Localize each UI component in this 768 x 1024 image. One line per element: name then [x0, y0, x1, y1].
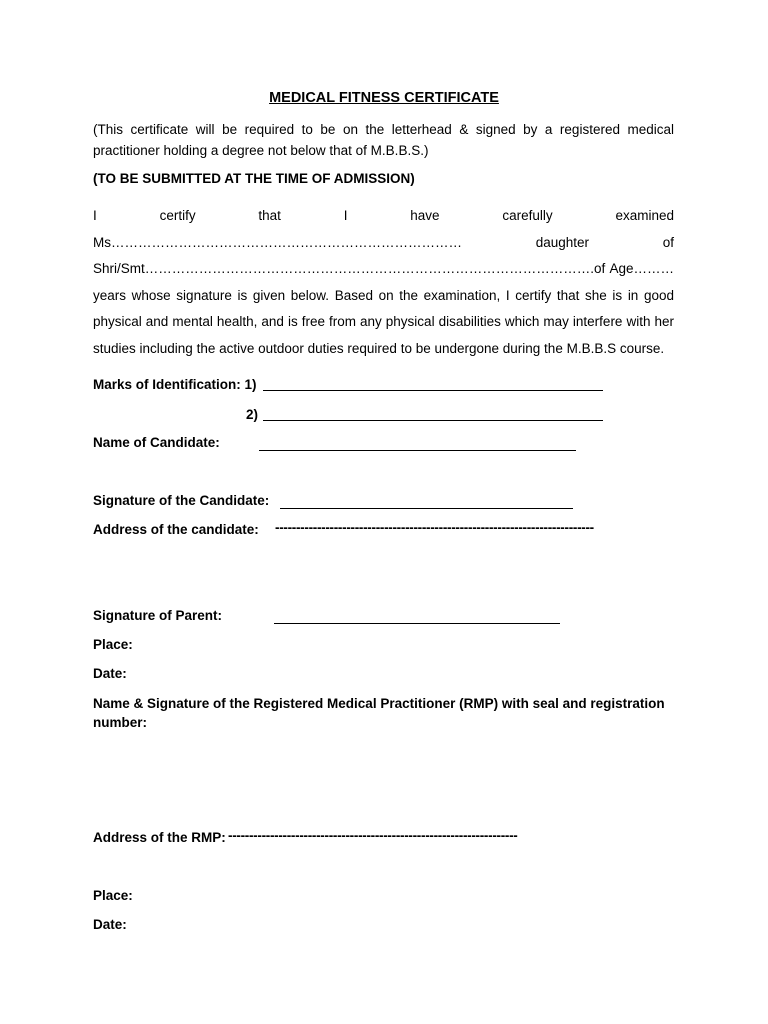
- candidate-signature-line[interactable]: [280, 508, 573, 509]
- marks-of-identification-label: Marks of Identification: 1): [93, 377, 257, 392]
- marks-second-label: 2): [246, 407, 259, 422]
- candidate-address-label: Address of the candidate:: [93, 522, 259, 537]
- rmp-address-label: Address of the RMP:: [93, 830, 226, 845]
- parent-signature-line[interactable]: [274, 623, 560, 624]
- parent-signature-label: Signature of Parent:: [93, 608, 223, 623]
- candidate-name-line[interactable]: [259, 450, 576, 451]
- marks-line-2[interactable]: [263, 420, 603, 421]
- admission-notice: (TO BE SUBMITTED AT THE TIME OF ADMISSION): [93, 171, 415, 186]
- rmp-date-label: Date:: [93, 917, 127, 932]
- candidate-name-label: Name of Candidate:: [93, 435, 220, 450]
- marks-line-1[interactable]: [263, 390, 603, 391]
- candidate-signature-label: Signature of the Candidate:: [93, 493, 270, 508]
- letterhead-note: (This certificate will be required to be on the letterhead & signed by a registered medical practitioner holding a degree not below that of M.B.B.S.): [93, 122, 674, 158]
- certification-paragraph: I certify that I have carefully examined Ms…………………………………………………………………… daughter of Shri/Smt……………………………………………………………………………………….of Age……… years whose signature is given below. Based on the examination, I certify that she is in good physical and mental health, and is free from any physical disabilities which may interfere with her studies including the active outdoor duties required to be undergone during the M.B.B.S course.: [93, 208, 674, 356]
- date-label: Date:: [93, 666, 127, 681]
- place-label: Place:: [93, 637, 133, 652]
- rmp-signature-label: Name & Signature of the Registered Medical Practitioner (RMP) with seal and registration number:: [93, 696, 665, 730]
- certificate-title: MEDICAL FITNESS CERTIFICATE: [269, 90, 499, 106]
- rmp-address-dashes[interactable]: ---------------------------------------------------------------------: [228, 828, 518, 843]
- rmp-place-label: Place:: [93, 888, 133, 903]
- candidate-address-dashes[interactable]: ----------------------------------------------------------------------------: [275, 520, 594, 535]
